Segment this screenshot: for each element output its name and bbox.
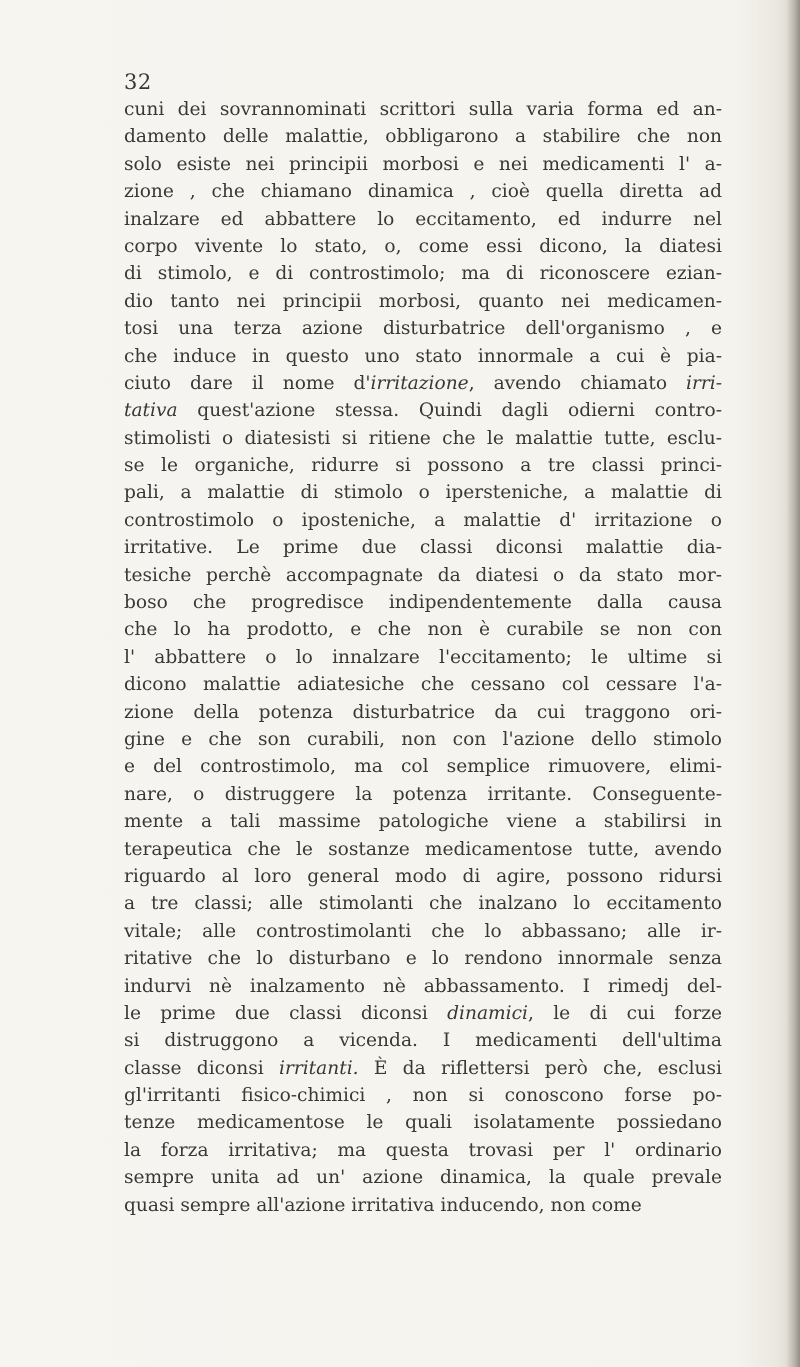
text-line: [124, 206, 722, 233]
text-line: [124, 1137, 722, 1164]
page-edge-shadow: [786, 0, 800, 1367]
text-run: quasi sempre all'azione irritativa inducendo, non come: [124, 1194, 642, 1216]
text-run: boso che progredisce indipendentemente dalla causa: [124, 592, 722, 614]
text-run: se le organiche, ridurre si possono a tre classi princi-: [124, 455, 722, 477]
text-run: a tre classi; alle stimolanti che inalzano lo eccitamento: [124, 893, 722, 915]
text-line: [124, 315, 722, 342]
text-run: dicono malattie adiatesiche che cessano col cessare l'a-: [124, 674, 722, 696]
text-run: pali, a malattie di stimolo o ipersteniche, a malattie di: [124, 482, 722, 504]
body-text: [124, 96, 722, 1219]
text-run: indurvi nè inalzamento nè abbassamento. I rimedj del-: [124, 975, 722, 997]
text-line: [124, 397, 722, 424]
text-line: [124, 452, 722, 479]
text-run: solo esiste nei principii morbosi e nei medicamenti l' a-: [124, 153, 722, 175]
text-line: [124, 260, 722, 287]
text-run: , le di cui forze: [527, 1002, 722, 1024]
italic-run: dinamici: [447, 1002, 528, 1024]
text-run: tosi una terza azione disturbatrice dell'organismo , e: [124, 318, 722, 340]
text-line: [124, 534, 722, 561]
text-line: [124, 699, 722, 726]
text-line: [124, 233, 722, 260]
italic-run: tativa: [124, 400, 178, 422]
text-line: [124, 945, 722, 972]
text-line: [124, 918, 722, 945]
text-line: [124, 1055, 722, 1082]
italic-run: irritanti.: [279, 1057, 359, 1079]
text-line: [124, 507, 722, 534]
text-line: [124, 178, 722, 205]
text-line: [124, 425, 722, 452]
text-line: [124, 973, 722, 1000]
text-line: [124, 1027, 722, 1054]
italic-run: irritazione: [370, 372, 469, 394]
text-run: damento delle malattie, obbligarono a stabilire che non: [124, 126, 722, 148]
text-run: inalzare ed abbattere lo eccitamento, ed indurre nel: [124, 208, 722, 230]
text-line: [124, 343, 722, 370]
text-line: [124, 96, 722, 123]
italic-run: irri-: [686, 372, 722, 394]
text-run: irritative. Le prime due classi diconsi malattie dia-: [124, 537, 722, 559]
text-line: [124, 1192, 722, 1219]
text-run: gl'irritanti fisico-chimici , non si conoscono forse po-: [124, 1085, 722, 1107]
text-run: zione , che chiamano dinamica , cioè quella diretta ad: [124, 181, 722, 203]
text-run: la forza irritativa; ma questa trovasi per l' ordinario: [124, 1139, 722, 1161]
text-run: zione della potenza disturbatrice da cui traggono ori-: [124, 701, 722, 723]
text-line: [124, 562, 722, 589]
text-run: mente a tali massime patologiche viene a stabilirsi in: [124, 811, 722, 833]
text-run: controstimolo o iposteniche, a malattie d' irritazione o: [124, 509, 722, 531]
text-run: stimolisti o diatesisti si ritiene che le malattie tutte, esclu-: [124, 427, 722, 449]
text-run: si distruggono a vicenda. I medicamenti dell'ultima: [124, 1030, 722, 1052]
text-line: [124, 808, 722, 835]
text-line: [124, 836, 722, 863]
text-line: [124, 589, 722, 616]
text-line: [124, 890, 722, 917]
text-run: , avendo chiamato: [468, 372, 687, 394]
text-line: [124, 726, 722, 753]
text-run: gine e che son curabili, non con l'azione dello stimolo: [124, 728, 722, 750]
text-run: riguardo al loro general modo di agire, possono ridursi: [124, 865, 722, 887]
text-line: [124, 151, 722, 178]
text-run: che induce in questo uno stato innormale a cui è pia-: [124, 345, 722, 367]
text-run: che lo ha prodotto, e che non è curabile se non con: [124, 619, 722, 641]
text-line: [124, 753, 722, 780]
text-run: ciuto dare il nome d': [124, 372, 371, 394]
text-line: [124, 1164, 722, 1191]
text-line: [124, 671, 722, 698]
text-run: di stimolo, e di controstimolo; ma di riconoscere ezian-: [124, 263, 722, 285]
text-run: sempre unita ad un' azione dinamica, la quale prevale: [124, 1167, 722, 1189]
text-line: [124, 123, 722, 150]
text-run: e del controstimolo, ma col semplice rimuovere, elimi-: [124, 756, 722, 778]
text-run: tenze medicamentose le quali isolatamente possiedano: [124, 1112, 722, 1134]
page-number: 32: [124, 70, 152, 94]
text-line: [124, 863, 722, 890]
text-line: [124, 370, 722, 397]
text-run: nare, o distruggere la potenza irritante. Conseguente-: [124, 783, 722, 805]
text-line: [124, 479, 722, 506]
text-run: ritative che lo disturbano e lo rendono innormale senza: [124, 948, 722, 970]
text-run: cuni dei sovrannominati scrittori sulla varia forma ed an-: [124, 99, 722, 120]
text-line: [124, 288, 722, 315]
text-run: terapeutica che le sostanze medicamentose tutte, avendo: [124, 838, 722, 860]
text-run: classe diconsi: [124, 1057, 280, 1079]
text-run: corpo vivente lo stato, o, come essi dicono, la diatesi: [124, 235, 722, 257]
text-run: l' abbattere o lo innalzare l'eccitamento; le ultime si: [124, 646, 722, 668]
text-line: [124, 616, 722, 643]
text-run: le prime due classi diconsi: [124, 1002, 448, 1024]
text-line: [124, 781, 722, 808]
text-run: È da riflettersi però che, esclusi: [358, 1057, 722, 1079]
text-run: dio tanto nei principii morbosi, quanto nei medicamen-: [124, 290, 722, 312]
text-line: [124, 1000, 722, 1027]
text-line: [124, 644, 722, 671]
text-run: tesiche perchè accompagnate da diatesi o da stato mor-: [124, 564, 722, 586]
text-line: [124, 1109, 722, 1136]
text-run: quest'azione stessa. Quindi dagli odierni contro-: [177, 400, 722, 422]
text-run: vitale; alle controstimolanti che lo abbassano; alle ir-: [124, 920, 722, 942]
text-line: [124, 1082, 722, 1109]
